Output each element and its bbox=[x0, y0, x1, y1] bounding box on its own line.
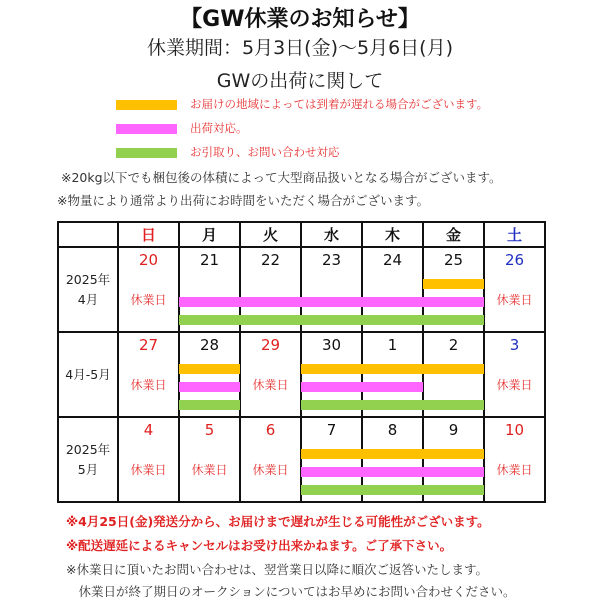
notice-inquiry-reply: ※休業日に頂いたお問い合わせは、翌営業日以降に順次ご返答いたします。 bbox=[66, 562, 488, 577]
week-label-line1: 2025年 bbox=[65, 441, 111, 457]
week-label-line1: 4月-5月 bbox=[65, 366, 111, 382]
week-row bbox=[58, 417, 545, 502]
week-label bbox=[58, 332, 118, 417]
day-cell bbox=[301, 417, 362, 502]
green-status-bar bbox=[362, 400, 423, 410]
day-number: 4 bbox=[143, 421, 154, 439]
closed-day-label: 休業日 bbox=[496, 463, 533, 477]
day-number: 22 bbox=[260, 251, 281, 269]
pink-status-bar bbox=[240, 297, 301, 307]
week-label bbox=[58, 247, 118, 332]
weekday-mon: 月 bbox=[179, 222, 240, 247]
closed-day-label: 休業日 bbox=[496, 378, 533, 392]
day-number: 5 bbox=[204, 421, 215, 439]
orange-status-bar bbox=[423, 364, 484, 374]
day-cell bbox=[362, 247, 423, 332]
day-number: 8 bbox=[387, 421, 398, 439]
gw-calendar bbox=[57, 221, 546, 503]
orange-status-bar bbox=[423, 449, 484, 459]
pink-status-bar bbox=[301, 382, 362, 392]
day-cell bbox=[484, 332, 545, 417]
green-status-bar bbox=[423, 315, 484, 325]
pink-status-bar bbox=[301, 297, 362, 307]
corner-cell bbox=[58, 222, 118, 247]
orange-bar-swatch bbox=[116, 100, 177, 110]
notice-no-cancel: ※配送遅延によるキャンセルはお受け出来かねます。ご了承下さい。 bbox=[66, 538, 453, 553]
notice-delay-warning: ※4月25日(金)発送分から、お届けまで遅れが生じる可能性がございます。 bbox=[66, 514, 490, 529]
green-status-bar bbox=[179, 400, 240, 410]
green-status-bar bbox=[362, 485, 423, 495]
pink-status-bar bbox=[423, 297, 484, 307]
day-cell bbox=[362, 332, 423, 417]
weekday-sat: 土 bbox=[484, 222, 545, 247]
day-number: 24 bbox=[382, 251, 403, 269]
weekday-wed: 水 bbox=[301, 222, 362, 247]
day-cell bbox=[423, 247, 484, 332]
closed-day-label: 休業日 bbox=[191, 463, 228, 477]
day-number: 25 bbox=[443, 251, 464, 269]
green-status-bar bbox=[423, 485, 484, 495]
weekday-header-row bbox=[58, 222, 545, 247]
legend-text: お届けの地域によっては到着が遅れる場合がございます。 bbox=[190, 97, 489, 111]
day-cell bbox=[362, 417, 423, 502]
day-cell bbox=[423, 332, 484, 417]
day-cell bbox=[179, 247, 240, 332]
green-status-bar bbox=[301, 400, 362, 410]
day-number: 20 bbox=[138, 251, 159, 269]
note-bulky-items: ※20kg以下でも梱包後の体積によって大型商品扱いとなる場合がございます。 bbox=[61, 170, 502, 185]
day-cell bbox=[240, 247, 301, 332]
notice-auction-inquiry: 休業日が終了期日のオークションについてはお早めにお問い合わせください。 bbox=[66, 584, 516, 599]
page-title: 【GW休業のお知らせ】 bbox=[180, 7, 420, 32]
week-label-line2: 4月 bbox=[77, 291, 99, 307]
day-number: 9 bbox=[448, 421, 459, 439]
day-number: 21 bbox=[199, 251, 220, 269]
day-cell bbox=[423, 417, 484, 502]
closed-day-label: 休業日 bbox=[252, 378, 289, 392]
pink-status-bar bbox=[179, 297, 240, 307]
pink-status-bar bbox=[179, 382, 240, 392]
day-cell bbox=[240, 332, 301, 417]
day-cell bbox=[484, 417, 545, 502]
weekday-tue: 火 bbox=[240, 222, 301, 247]
day-cell bbox=[179, 417, 240, 502]
day-number: 1 bbox=[387, 336, 398, 354]
day-number: 2 bbox=[448, 336, 459, 354]
closure-period: 休業期間：5月3日(金)～5月6日(月) bbox=[146, 37, 453, 59]
legend-text: 出荷対応。 bbox=[190, 121, 248, 135]
green-status-bar bbox=[362, 315, 423, 325]
orange-status-bar bbox=[179, 364, 240, 374]
pink-status-bar bbox=[362, 297, 423, 307]
day-number: 6 bbox=[265, 421, 276, 439]
day-number: 30 bbox=[321, 336, 342, 354]
closed-day-label: 休業日 bbox=[130, 378, 167, 392]
pink-status-bar bbox=[301, 467, 362, 477]
orange-status-bar bbox=[301, 364, 362, 374]
day-number: 26 bbox=[504, 251, 525, 269]
day-number: 28 bbox=[199, 336, 220, 354]
orange-status-bar bbox=[362, 364, 423, 374]
day-cell bbox=[118, 332, 179, 417]
closed-day-label: 休業日 bbox=[496, 293, 533, 307]
green-status-bar bbox=[423, 400, 484, 410]
orange-status-bar bbox=[362, 449, 423, 459]
weekday-thu: 木 bbox=[362, 222, 423, 247]
day-number: 29 bbox=[260, 336, 281, 354]
week-row bbox=[58, 247, 545, 332]
legend-item-orange bbox=[116, 97, 556, 112]
note-volume-delay: ※物量により通常より出荷にお時間をいただく場合がございます。 bbox=[57, 193, 429, 208]
pink-status-bar bbox=[362, 467, 423, 477]
legend-text: お引取り、お問い合わせ対応 bbox=[190, 145, 340, 159]
orange-status-bar bbox=[301, 449, 362, 459]
pink-status-bar bbox=[423, 467, 484, 477]
day-cell bbox=[301, 332, 362, 417]
day-number: 7 bbox=[326, 421, 337, 439]
day-cell bbox=[301, 247, 362, 332]
day-cell bbox=[118, 417, 179, 502]
pink-status-bar bbox=[362, 382, 423, 392]
shipping-section-title: GWの出荷に関して bbox=[216, 70, 384, 92]
closed-day-label: 休業日 bbox=[130, 463, 167, 477]
week-row bbox=[58, 332, 545, 417]
week-label bbox=[58, 417, 118, 502]
legend-item-pink bbox=[116, 121, 556, 136]
green-status-bar bbox=[301, 485, 362, 495]
weekday-sun: 日 bbox=[118, 222, 179, 247]
day-cell bbox=[240, 417, 301, 502]
day-number: 23 bbox=[321, 251, 342, 269]
week-label-line2: 5月 bbox=[77, 461, 99, 477]
orange-status-bar bbox=[423, 279, 484, 289]
day-number: 10 bbox=[504, 421, 525, 439]
day-number: 27 bbox=[138, 336, 159, 354]
day-cell bbox=[179, 332, 240, 417]
legend-item-green bbox=[116, 145, 556, 160]
green-bar-swatch bbox=[116, 148, 177, 158]
closed-day-label: 休業日 bbox=[252, 463, 289, 477]
green-status-bar bbox=[179, 315, 240, 325]
day-number: 3 bbox=[509, 336, 520, 354]
day-cell bbox=[484, 247, 545, 332]
weekday-fri: 金 bbox=[423, 222, 484, 247]
day-cell bbox=[118, 247, 179, 332]
pink-bar-swatch bbox=[116, 124, 177, 134]
closed-day-label: 休業日 bbox=[130, 293, 167, 307]
week-label-line1: 2025年 bbox=[65, 271, 111, 287]
green-status-bar bbox=[240, 315, 301, 325]
green-status-bar bbox=[301, 315, 362, 325]
